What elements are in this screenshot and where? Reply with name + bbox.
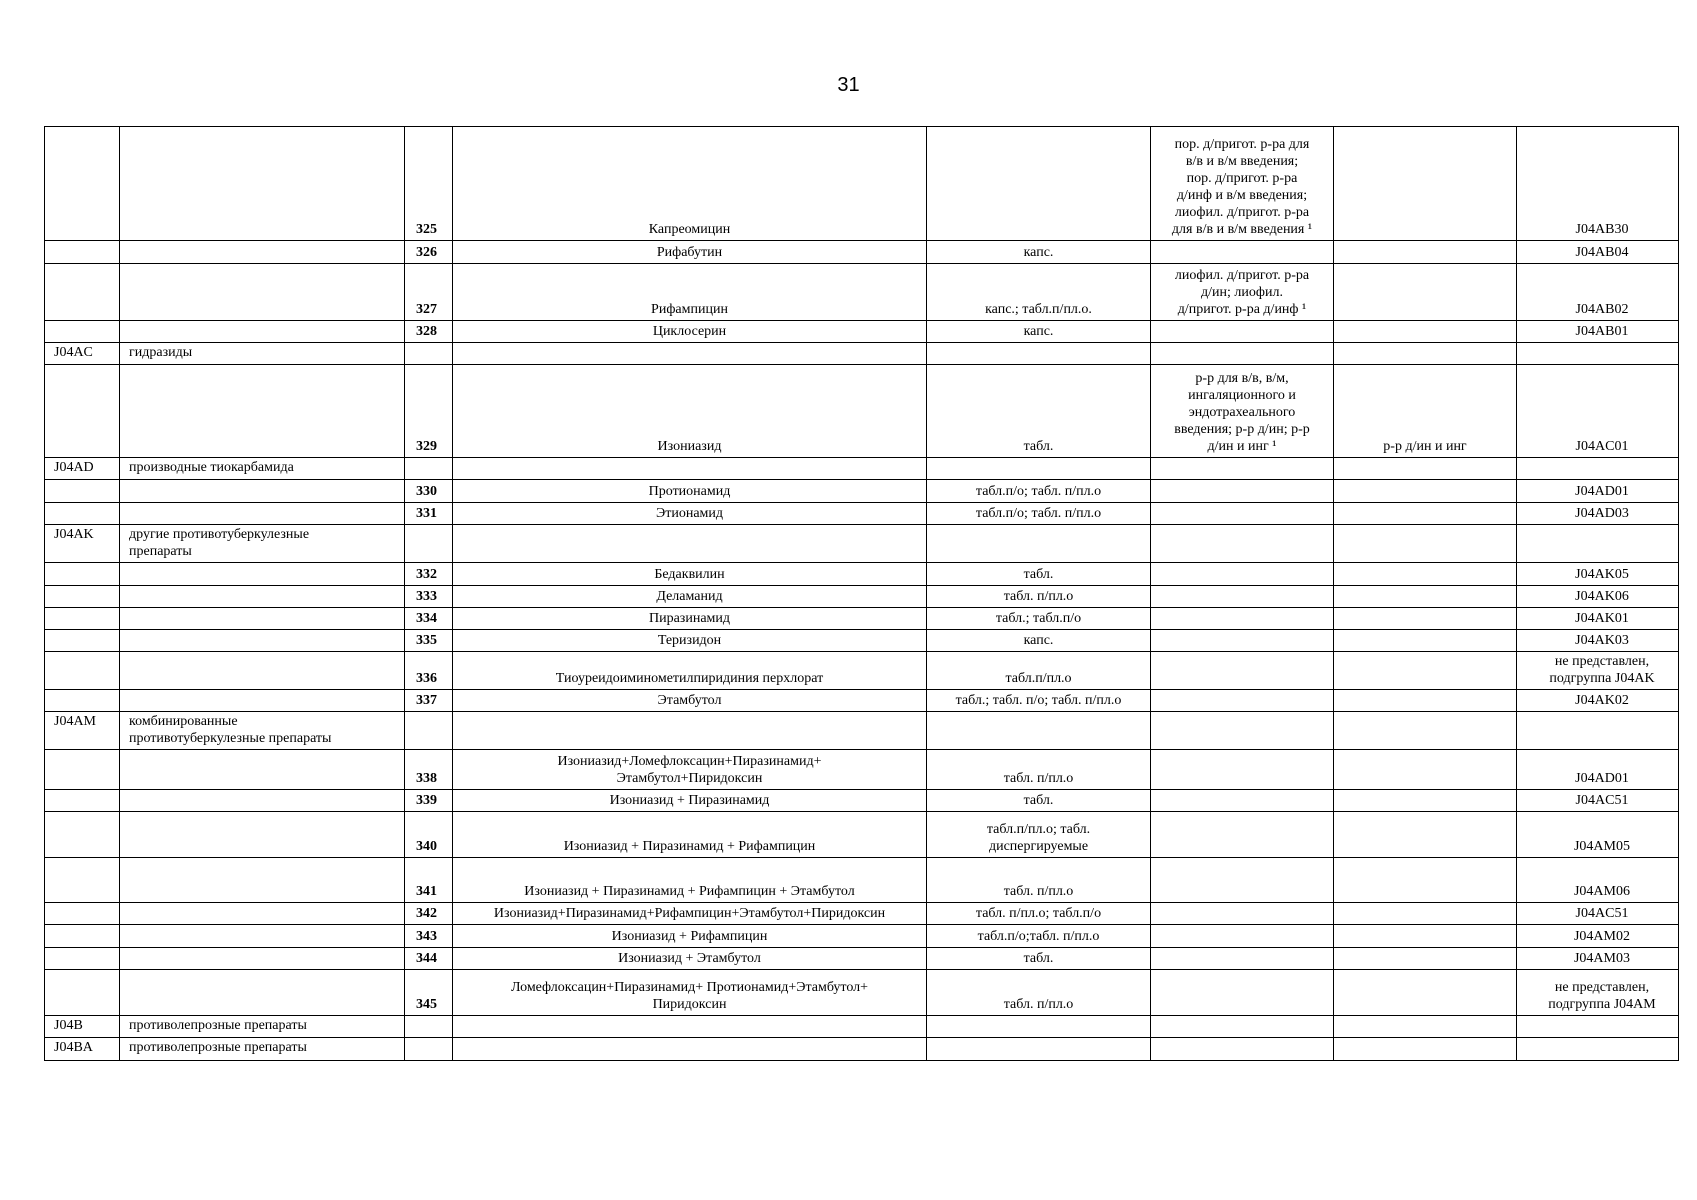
atc-code-cell: не представлен, подгруппа J04AK	[1517, 652, 1679, 690]
atc-code-cell: J04AK03	[1517, 630, 1679, 652]
table-row	[45, 630, 1679, 652]
atc-code-cell: J04AM06	[1517, 858, 1679, 903]
atc-cell	[45, 925, 120, 948]
table-row	[45, 127, 1679, 241]
number-cell	[405, 458, 453, 480]
atc-cell	[45, 127, 120, 241]
atc-code-cell: J04AD01	[1517, 750, 1679, 790]
table-row	[45, 480, 1679, 503]
atc-code-cell	[1517, 525, 1679, 563]
group-cell: гидразиды	[120, 343, 405, 365]
additional-form-cell	[1334, 563, 1517, 586]
hospital-form-cell	[1151, 712, 1334, 750]
number-cell: 325	[405, 127, 453, 241]
table-row	[45, 790, 1679, 812]
additional-form-cell	[1334, 321, 1517, 343]
drug-name-cell: Пиразинамид	[453, 608, 927, 630]
additional-form-cell	[1334, 630, 1517, 652]
table-row	[45, 343, 1679, 365]
atc-code-cell: J04AK06	[1517, 586, 1679, 608]
atc-cell	[45, 321, 120, 343]
additional-form-cell	[1334, 608, 1517, 630]
drug-name-cell: Капреомицин	[453, 127, 927, 241]
atc-cell	[45, 858, 120, 903]
number-cell: 343	[405, 925, 453, 948]
table-body	[45, 127, 1679, 1061]
drug-name-cell	[453, 343, 927, 365]
atc-code-cell: J04AC01	[1517, 365, 1679, 458]
number-cell	[405, 343, 453, 365]
atc-code-cell: J04AK01	[1517, 608, 1679, 630]
number-cell: 327	[405, 264, 453, 321]
atc-cell	[45, 503, 120, 525]
hospital-form-cell	[1151, 652, 1334, 690]
hospital-form-cell	[1151, 630, 1334, 652]
additional-form-cell	[1334, 503, 1517, 525]
drug-name-cell: Изониазид + Пиразинамид	[453, 790, 927, 812]
atc-cell: J04BA	[45, 1038, 120, 1061]
drug-name-cell: Тиоуреидоиминометилпиридиния перхлорат	[453, 652, 927, 690]
atc-code-cell: J04AD01	[1517, 480, 1679, 503]
page-number: 31	[837, 74, 860, 96]
group-cell	[120, 241, 405, 264]
additional-form-cell	[1334, 1038, 1517, 1061]
number-cell: 329	[405, 365, 453, 458]
drug-name-cell: Рифампицин	[453, 264, 927, 321]
group-cell	[120, 630, 405, 652]
atc-cell	[45, 264, 120, 321]
table-row	[45, 525, 1679, 563]
group-cell	[120, 903, 405, 925]
table-row	[45, 241, 1679, 264]
drug-name-cell: Циклосерин	[453, 321, 927, 343]
atc-cell	[45, 790, 120, 812]
additional-form-cell	[1334, 458, 1517, 480]
atc-cell	[45, 630, 120, 652]
additional-form-cell	[1334, 1016, 1517, 1038]
number-cell	[405, 525, 453, 563]
dosage-form-cell: табл. п/пл.о	[927, 586, 1151, 608]
hospital-form-cell	[1151, 480, 1334, 503]
atc-code-cell	[1517, 712, 1679, 750]
hospital-form-cell: пор. д/пригот. р-ра для в/в и в/м введения; пор. д/пригот. р-ра д/инф и в/м введения; лиофил. д/пригот. р-ра для в/в и в/м введения ¹	[1151, 127, 1334, 241]
additional-form-cell	[1334, 652, 1517, 690]
hospital-form-cell	[1151, 903, 1334, 925]
table-row	[45, 948, 1679, 970]
hospital-form-cell	[1151, 343, 1334, 365]
dosage-form-cell: капс.	[927, 321, 1151, 343]
number-cell: 336	[405, 652, 453, 690]
hospital-form-cell: р-р для в/в, в/м, ингаляционного и эндотрахеального введения; р-р д/ин; р-р д/ин и инг ¹	[1151, 365, 1334, 458]
hospital-form-cell	[1151, 925, 1334, 948]
dosage-form-cell	[927, 525, 1151, 563]
additional-form-cell	[1334, 343, 1517, 365]
dosage-form-cell	[927, 343, 1151, 365]
atc-code-cell: J04AB02	[1517, 264, 1679, 321]
atc-cell	[45, 608, 120, 630]
group-cell: комбинированные противотуберкулезные препараты	[120, 712, 405, 750]
dosage-form-cell: табл. п/пл.о	[927, 750, 1151, 790]
dosage-form-cell	[927, 1038, 1151, 1061]
dosage-form-cell: табл. п/пл.о	[927, 858, 1151, 903]
atc-code-cell: J04AM03	[1517, 948, 1679, 970]
atc-code-cell: J04AK02	[1517, 690, 1679, 712]
table-row	[45, 264, 1679, 321]
number-cell: 339	[405, 790, 453, 812]
atc-cell: J04B	[45, 1016, 120, 1038]
dosage-form-cell: капс.	[927, 241, 1151, 264]
table-row	[45, 503, 1679, 525]
number-cell: 328	[405, 321, 453, 343]
atc-cell	[45, 970, 120, 1016]
additional-form-cell	[1334, 858, 1517, 903]
number-cell: 333	[405, 586, 453, 608]
dosage-form-cell: табл.п/о;табл. п/пл.о	[927, 925, 1151, 948]
dosage-form-cell: табл.	[927, 790, 1151, 812]
number-cell: 337	[405, 690, 453, 712]
additional-form-cell: р-р д/ин и инг	[1334, 365, 1517, 458]
drug-name-cell: Рифабутин	[453, 241, 927, 264]
atc-code-cell: J04AM05	[1517, 812, 1679, 858]
dosage-form-cell: табл.п/о; табл. п/пл.о	[927, 503, 1151, 525]
dosage-form-cell: табл. п/пл.о; табл.п/о	[927, 903, 1151, 925]
atc-cell: J04AM	[45, 712, 120, 750]
drug-name-cell: Изониазид+Пиразинамид+Рифампицин+Этамбутол+Пиридоксин	[453, 903, 927, 925]
table-row	[45, 563, 1679, 586]
table-row	[45, 858, 1679, 903]
hospital-form-cell	[1151, 586, 1334, 608]
group-cell	[120, 790, 405, 812]
drug-name-cell: Изониазид+Ломефлоксацин+Пиразинамид+ Этамбутол+Пиридоксин	[453, 750, 927, 790]
number-cell: 331	[405, 503, 453, 525]
number-cell	[405, 1016, 453, 1038]
number-cell: 340	[405, 812, 453, 858]
dosage-form-cell: капс.; табл.п/пл.о.	[927, 264, 1151, 321]
hospital-form-cell	[1151, 790, 1334, 812]
table-row	[45, 586, 1679, 608]
number-cell: 341	[405, 858, 453, 903]
group-cell	[120, 586, 405, 608]
group-cell	[120, 127, 405, 241]
group-cell	[120, 750, 405, 790]
group-cell: другие противотуберкулезные препараты	[120, 525, 405, 563]
dosage-form-cell	[927, 458, 1151, 480]
dosage-form-cell: капс.	[927, 630, 1151, 652]
group-cell	[120, 925, 405, 948]
dosage-form-cell: табл.	[927, 365, 1151, 458]
atc-code-cell	[1517, 343, 1679, 365]
atc-cell: J04AD	[45, 458, 120, 480]
number-cell: 344	[405, 948, 453, 970]
dosage-form-cell: табл.п/о; табл. п/пл.о	[927, 480, 1151, 503]
group-cell	[120, 812, 405, 858]
additional-form-cell	[1334, 925, 1517, 948]
atc-cell	[45, 586, 120, 608]
atc-cell: J04AC	[45, 343, 120, 365]
atc-code-cell: J04AM02	[1517, 925, 1679, 948]
atc-code-cell: J04AB04	[1517, 241, 1679, 264]
hospital-form-cell	[1151, 750, 1334, 790]
group-cell	[120, 948, 405, 970]
hospital-form-cell	[1151, 608, 1334, 630]
dosage-form-cell	[927, 712, 1151, 750]
dosage-form-cell: табл.п/пл.о; табл. диспергируемые	[927, 812, 1151, 858]
table-row	[45, 970, 1679, 1016]
atc-cell	[45, 948, 120, 970]
table-row	[45, 712, 1679, 750]
number-cell: 334	[405, 608, 453, 630]
table-row	[45, 652, 1679, 690]
drug-name-cell: Изониазид + Пиразинамид + Рифампицин + Этамбутол	[453, 858, 927, 903]
drug-name-cell: Теризидон	[453, 630, 927, 652]
group-cell: производные тиокарбамида	[120, 458, 405, 480]
group-cell	[120, 970, 405, 1016]
drug-name-cell: Изониазид + Рифампицин	[453, 925, 927, 948]
atc-cell: J04AK	[45, 525, 120, 563]
table-row	[45, 812, 1679, 858]
group-cell	[120, 480, 405, 503]
number-cell: 335	[405, 630, 453, 652]
number-cell: 345	[405, 970, 453, 1016]
additional-form-cell	[1334, 525, 1517, 563]
additional-form-cell	[1334, 480, 1517, 503]
table-row	[45, 608, 1679, 630]
drug-name-cell: Бедаквилин	[453, 563, 927, 586]
table-row	[45, 1016, 1679, 1038]
atc-cell	[45, 903, 120, 925]
atc-code-cell: J04AB01	[1517, 321, 1679, 343]
atc-cell	[45, 652, 120, 690]
additional-form-cell	[1334, 812, 1517, 858]
additional-form-cell	[1334, 690, 1517, 712]
drug-name-cell: Протионамид	[453, 480, 927, 503]
atc-code-cell: J04AK05	[1517, 563, 1679, 586]
dosage-form-cell: табл. п/пл.о	[927, 970, 1151, 1016]
additional-form-cell	[1334, 127, 1517, 241]
table-row	[45, 321, 1679, 343]
atc-code-cell: J04AD03	[1517, 503, 1679, 525]
dosage-form-cell: табл.; табл. п/о; табл. п/пл.о	[927, 690, 1151, 712]
drug-name-cell	[453, 525, 927, 563]
additional-form-cell	[1334, 586, 1517, 608]
atc-cell	[45, 563, 120, 586]
number-cell: 330	[405, 480, 453, 503]
number-cell	[405, 1038, 453, 1061]
hospital-form-cell	[1151, 563, 1334, 586]
number-cell: 326	[405, 241, 453, 264]
atc-code-cell	[1517, 1016, 1679, 1038]
atc-cell	[45, 480, 120, 503]
hospital-form-cell	[1151, 525, 1334, 563]
group-cell: противолепрозные препараты	[120, 1038, 405, 1061]
number-cell: 342	[405, 903, 453, 925]
hospital-form-cell: лиофил. д/пригот. р-ра д/ин; лиофил. д/пригот. р-ра д/инф ¹	[1151, 264, 1334, 321]
atc-code-cell: не представлен, подгруппа J04AM	[1517, 970, 1679, 1016]
drug-name-cell: Ломефлоксацин+Пиразинамид+ Протионамид+Этамбутол+ Пиридоксин	[453, 970, 927, 1016]
dosage-form-cell: табл.	[927, 948, 1151, 970]
dosage-form-cell: табл.	[927, 563, 1151, 586]
hospital-form-cell	[1151, 458, 1334, 480]
hospital-form-cell	[1151, 690, 1334, 712]
hospital-form-cell	[1151, 1016, 1334, 1038]
atc-cell	[45, 750, 120, 790]
group-cell	[120, 690, 405, 712]
table-row	[45, 458, 1679, 480]
drug-name-cell: Изониазид	[453, 365, 927, 458]
drug-name-cell: Деламанид	[453, 586, 927, 608]
drug-name-cell	[453, 712, 927, 750]
hospital-form-cell	[1151, 858, 1334, 903]
drug-name-cell	[453, 1016, 927, 1038]
group-cell: противолепрозные препараты	[120, 1016, 405, 1038]
drug-name-cell: Изониазид + Этамбутол	[453, 948, 927, 970]
atc-code-cell	[1517, 458, 1679, 480]
hospital-form-cell	[1151, 970, 1334, 1016]
dosage-form-cell	[927, 127, 1151, 241]
atc-cell	[45, 812, 120, 858]
group-cell	[120, 608, 405, 630]
group-cell	[120, 365, 405, 458]
group-cell	[120, 858, 405, 903]
dosage-form-cell: табл.п/пл.о	[927, 652, 1151, 690]
additional-form-cell	[1334, 948, 1517, 970]
table-row	[45, 365, 1679, 458]
additional-form-cell	[1334, 750, 1517, 790]
table-row	[45, 903, 1679, 925]
hospital-form-cell	[1151, 1038, 1334, 1061]
hospital-form-cell	[1151, 948, 1334, 970]
number-cell: 338	[405, 750, 453, 790]
group-cell	[120, 652, 405, 690]
hospital-form-cell	[1151, 503, 1334, 525]
group-cell	[120, 264, 405, 321]
atc-cell	[45, 365, 120, 458]
atc-code-cell: J04AB30	[1517, 127, 1679, 241]
table-row	[45, 1038, 1679, 1061]
atc-code-cell: J04AC51	[1517, 790, 1679, 812]
table-row	[45, 750, 1679, 790]
dosage-form-cell	[927, 1016, 1151, 1038]
hospital-form-cell	[1151, 812, 1334, 858]
drug-name-cell: Этионамид	[453, 503, 927, 525]
number-cell	[405, 712, 453, 750]
table-row	[45, 690, 1679, 712]
group-cell	[120, 563, 405, 586]
drug-name-cell: Изониазид + Пиразинамид + Рифампицин	[453, 812, 927, 858]
additional-form-cell	[1334, 241, 1517, 264]
hospital-form-cell	[1151, 241, 1334, 264]
group-cell	[120, 503, 405, 525]
atc-cell	[45, 241, 120, 264]
drug-list-table	[44, 126, 1679, 1061]
additional-form-cell	[1334, 970, 1517, 1016]
group-cell	[120, 321, 405, 343]
additional-form-cell	[1334, 712, 1517, 750]
additional-form-cell	[1334, 790, 1517, 812]
atc-cell	[45, 690, 120, 712]
atc-code-cell	[1517, 1038, 1679, 1061]
additional-form-cell	[1334, 264, 1517, 321]
drug-name-cell: Этамбутол	[453, 690, 927, 712]
table-row	[45, 925, 1679, 948]
drug-name-cell	[453, 458, 927, 480]
hospital-form-cell	[1151, 321, 1334, 343]
number-cell: 332	[405, 563, 453, 586]
dosage-form-cell: табл.; табл.п/о	[927, 608, 1151, 630]
drug-name-cell	[453, 1038, 927, 1061]
atc-code-cell: J04AC51	[1517, 903, 1679, 925]
additional-form-cell	[1334, 903, 1517, 925]
